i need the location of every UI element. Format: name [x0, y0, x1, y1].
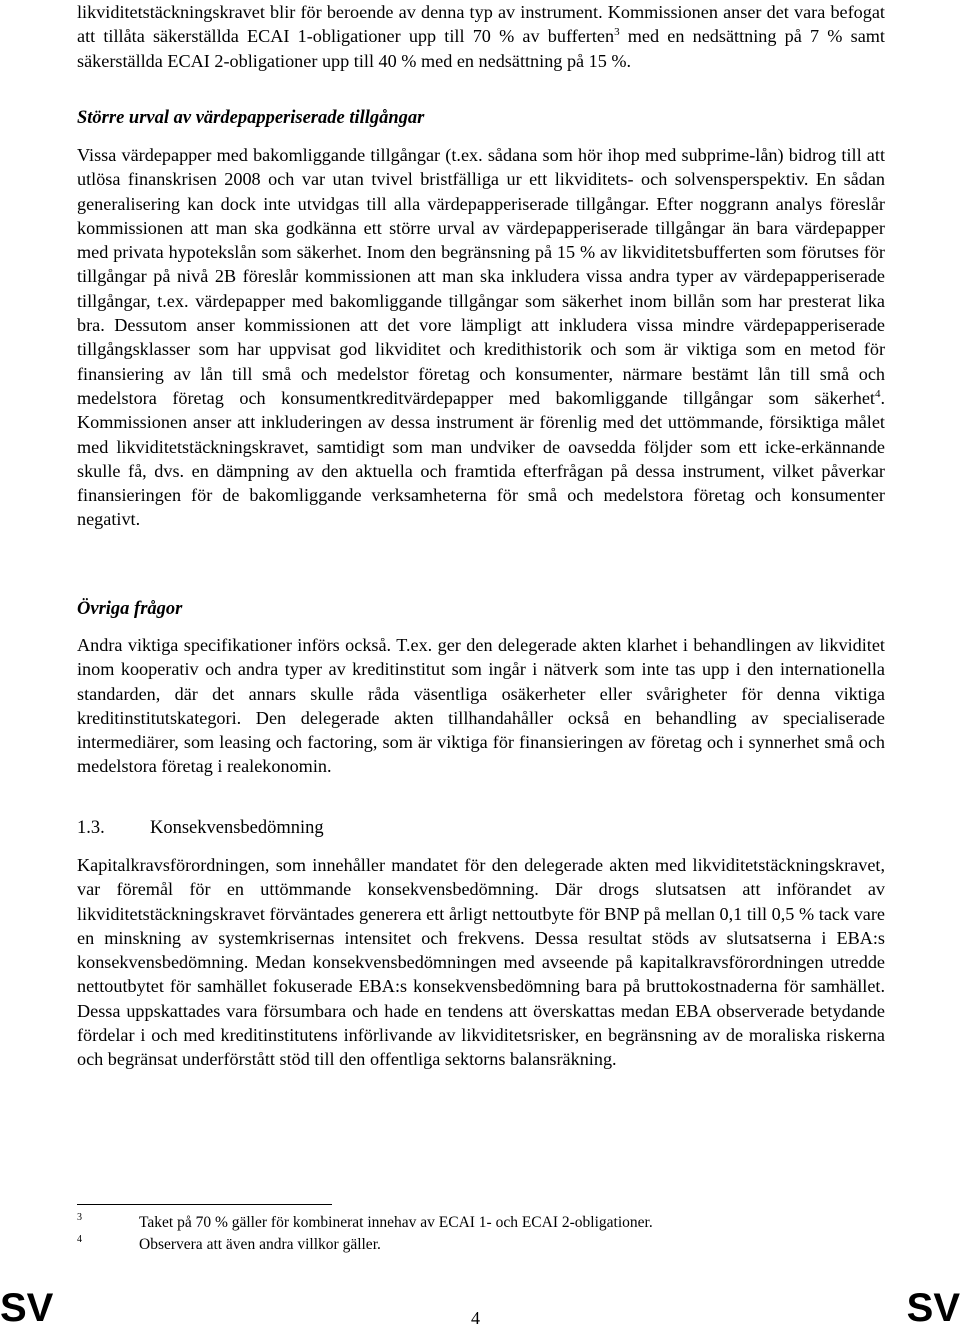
footnote-mark: 3 [77, 1212, 82, 1223]
footnote-text: Taket på 70 % gäller för kombinerat innehav av ECAI 1- och ECAI 2-obligationer. [139, 1214, 653, 1231]
footnote-separator [77, 1204, 332, 1205]
page-number: 4 [471, 1308, 480, 1328]
footnote-mark: 4 [77, 1234, 82, 1245]
section-number: 1.3. [77, 818, 105, 838]
language-code-left: SV [0, 1286, 54, 1330]
paragraph-other-issues: Andra viktiga specifikationer införs också. T.ex. ger den delegerade akten klarhet i behandlingen av likviditet inom kooperativ och andra typer av kreditinstitut som ingår i nätverk som inte tas upp i den internationella standarden, där det annars skulle råda väsentliga osäkerheter eller svårigheter för denna viktiga kreditinstitutskategori. Den delegerade akten tillhandahåller också en behandling av specialiserade intermediärer, som leasing och factoring, som är viktiga för finansieringen av företag och i synnerhet små och medelstora företag i realekonomin. [77, 635, 885, 777]
text-run: Vissa värdepapper med bakomliggande tillgångar (t.ex. sådana som hör ihop med subprime-lån) bidrog till att utlösa finanskrisen 2008 och var utan tvivel bristfälliga ur ett likviditets- och solvensperspektiv. En sådan generalisering kan dock inte utvidgas till alla värdepapperiserade tillgångar. Efter noggrann analys föreslår kommissionen att man ska godkänna ett större urval av värdepapperiserade tillgångar än bara värdepapper med privata hypotekslån som säkerhet. Inom den begränsning på 15 % av likviditetsbufferten som förutses för tillgångar på nivå 2B föreslår kommissionen att man ska inkludera vissa andra typer av värdepapperiserade tillgångar, t.ex. värdepapper med bakomliggande tillgångar som säkerhet inom billån som har presterat lika bra. Dessutom anser kommissionen att det vore lämpligt att inkludera vissa mindre värdepapperiserade tillgångsklasser som har uppvisat god likviditet och kredithistorik och som är viktiga som en metod för finansiering av lån till små och medelstor företag och konsumenter, närmare bestämt lån till små och medelstora företag och konsumentkreditvärdepapper med bakomliggande tillgångar som säkerhet [77, 145, 885, 408]
text-run: likviditetstäckningskravet blir för beroende av denna typ av instrument. Kommissionen anser det vara befogat att tillåta säkerställda ECAI 1-obligationer upp till 70 % av bufferten [77, 2, 885, 47]
paragraph-securitised-assets [77, 143, 885, 532]
footnotes [77, 1212, 885, 1256]
paragraph-impact-assessment: Kapitalkravsförordningen, som innehåller mandatet för den delegerade akten med likviditetstäckningskravet, var föremål för en uttömmande konsekvensbedömning. Där drogs slutsatsen att införandet av likviditetstäckningskravet förväntades generera ett årligt nettoutbyte för BNP på mellan 0,1 till 0,5 % tack vare en minskning av systemkrisernas intensitet och frekvens. Dessa resultat stöds av slutsatserna i EBA:s konsekvensbedömning. Medan konsekvensbedömningen med avseende på kapitalkravsförordningen utredde nettoutbytet för samhället fokuserade EBA:s konsekvensbedömning bara på bruttokostnaderna för samhället. Dessa uppskattades vara försumbara och hade en tendens att överskattas medan EBA observerade betydande fördelar i och med kreditinstitutens införlivande av likviditetsrisker, en begränsning av de moraliska riskerna och begränsat underförstått stöd till den offentliga sektorns balansräkning. [77, 855, 885, 1070]
footnote-ref-3[interactable]: 3 [614, 26, 620, 39]
section-heading [77, 816, 324, 840]
footnote-3 [77, 1212, 885, 1234]
paragraph-continued [77, 0, 885, 73]
subheading-securitised-assets: Större urval av värdepapperiserade tillgångar [77, 108, 425, 128]
section-title: Konsekvensbedömning [150, 818, 324, 838]
text-run: . Kommissionen anser att inkluderingen av dessa instrument är förenlig med det uttömmande, försiktiga målet med likviditetstäckningskravet, samtidigt som man undviker de oavsedda följder som ett icke-erkännande skulle få, dvs. en dämpning av den aktuella och framtida efterfrågan på dessa instrument, vilket påverkar finansieringen för de bakomliggande verksamheterna för små och medelstora företag och konsumenter negativt. [77, 387, 885, 530]
footnote-ref-4[interactable]: 4 [874, 387, 881, 400]
footnote-4 [77, 1234, 885, 1256]
subheading-other-issues: Övriga frågor [77, 599, 183, 619]
language-code-right: SV [906, 1286, 960, 1330]
text-run: med en nedsättning på 7 % samt säkerställda ECAI 2-obligationer upp till 40 % med en nedsättning på 15 %. [77, 26, 885, 71]
footnote-text: Observera att även andra villkor gäller. [139, 1236, 381, 1253]
